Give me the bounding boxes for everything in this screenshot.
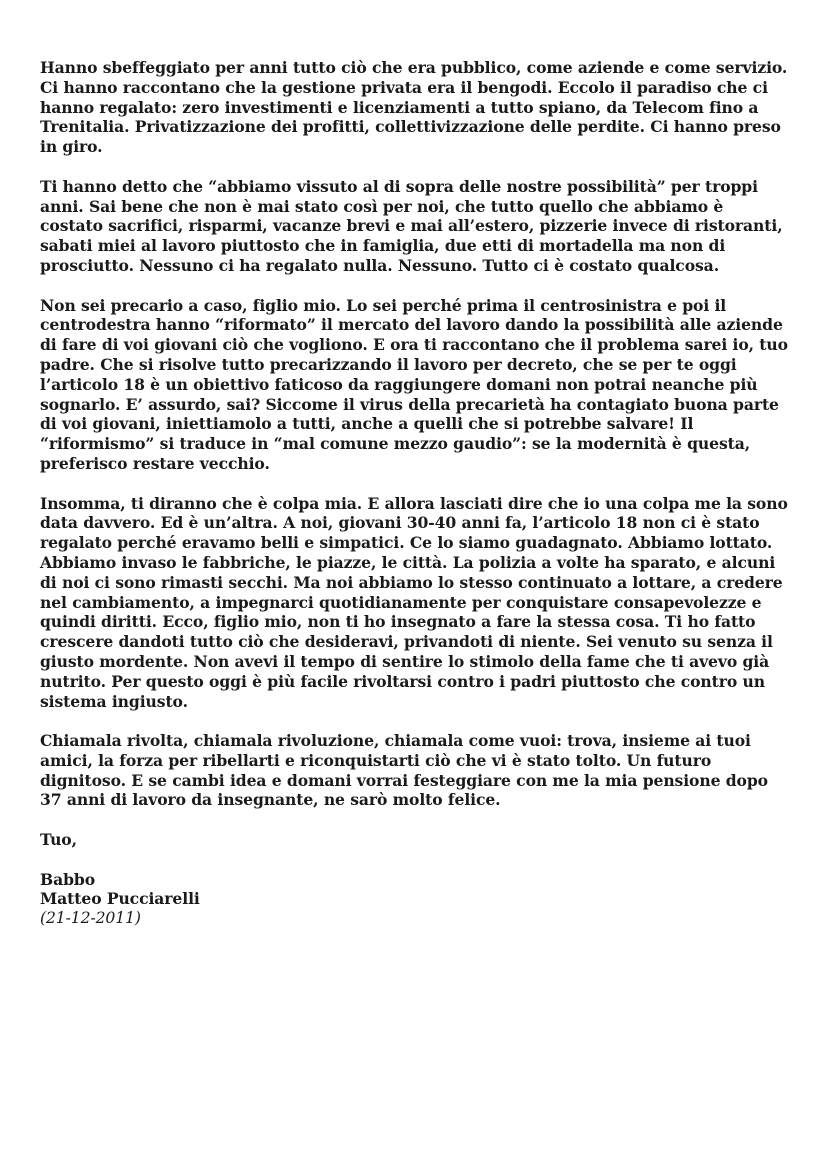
signature-date: (21-12-2011) xyxy=(40,909,141,928)
paragraph-4: Insomma, ti diranno che è colpa mia. E allora lasciati dire che io una colpa me la sono data davvero. Ed è un’altra. A noi, giovani 30-40 anni fa, l’articolo 18 non ci è stato regalato perché eravamo belli e simpatici. Ce lo siamo guadagnato. Abbiamo lottato. Abbiamo invaso le fabbriche, le piazze, le città. La polizia a volte ha sparato, e alcuni di noi ci sono rimasti secchi. Ma noi abbiamo lo stesso continuato a lottare, a credere nel cambiamento, a impegnarci quotidianamente per conquistare consapevolezze e quindi diritti. Ecco, figlio mio, non ti ho insegnato a fare la stessa cosa. Ti ho fatto crescere dandoti tutto ciò che desideravi, privandoti di niente. Sei venuto su senza il giusto mordente. Non avevi il tempo di sentire lo stimolo della fame che ti avevo già nutrito. Per questo oggi è più facile rivoltarsi contro i padri piuttosto che contro un sistema ingiusto. xyxy=(40,493,788,711)
paragraph-5: Chiamala rivolta, chiamala rivoluzione, chiamala come vuoi: trova, insieme ai tuoi amici, la forza per ribellarti e riconquistarti ciò che vi è stato tolto. Un futuro dignitoso. E se cambi idea e domani vorrai festeggiare con me la mia pensione dopo 37 anni di lavoro da insegnante, ne sarò molto felice. xyxy=(40,731,768,810)
paragraph-3: Non sei precario a caso, figlio mio. Lo sei perché prima il centrosinistra e poi il centrodestra hanno “riformato” il mercato del lavoro dando la possibilità alle aziende di fare di voi giovani ciò che vogliono. E ora ti raccontano che il problema sarei io, tuo padre. Che si risolve tutto precarizzando il lavoro per decreto, che se per te oggi l’articolo 18 è un obiettivo faticoso da raggiungere domani non potrai neanche più sognarlo. E’ assurdo, sai? Siccome il virus della precarietà ha contagiato buona parte di voi giovani, iniettiamolo a tutti, anche a quelli che si potrebbe salvare! Il “riformismo” si traduce in “mal comune mezzo gaudio”: se la modernità è questa, preferisco restare vecchio. xyxy=(40,295,788,473)
signature-block xyxy=(40,870,790,929)
signature-name: Matteo Pucciarelli xyxy=(40,889,200,909)
closing: Tuo, xyxy=(40,830,77,850)
paragraph-1: Hanno sbeffeggiato per anni tutto ciò che era pubblico, come aziende e come servizio. Ci hanno raccontano che la gestione privata era il bengodi. Eccolo il paradiso che ci hanno regalato: zero investimenti e licenziamenti a tutto spiano, da Telecom fino a Trenitalia. Privatizzazione dei profitti, collettivizzazione delle perdite. Ci hanno preso in giro. xyxy=(40,58,788,157)
letter-body xyxy=(40,58,790,929)
paragraph-2: Ti hanno detto che “abbiamo vissuto al di sopra delle nostre possibilità” per troppi anni. Sai bene che non è mai stato così per noi, che tutto quello che abbiamo è costato sacrifici, risparmi, vacanze brevi e mai all’estero, pizzerie invece di ristoranti, sabati miei al lavoro piuttosto che in famiglia, due etti di mortadella ma non di prosciutto. Nessuno ci ha regalato nulla. Nessuno. Tutto ci è costato qualcosa. xyxy=(40,176,783,275)
signature-relation: Babbo xyxy=(40,869,95,889)
